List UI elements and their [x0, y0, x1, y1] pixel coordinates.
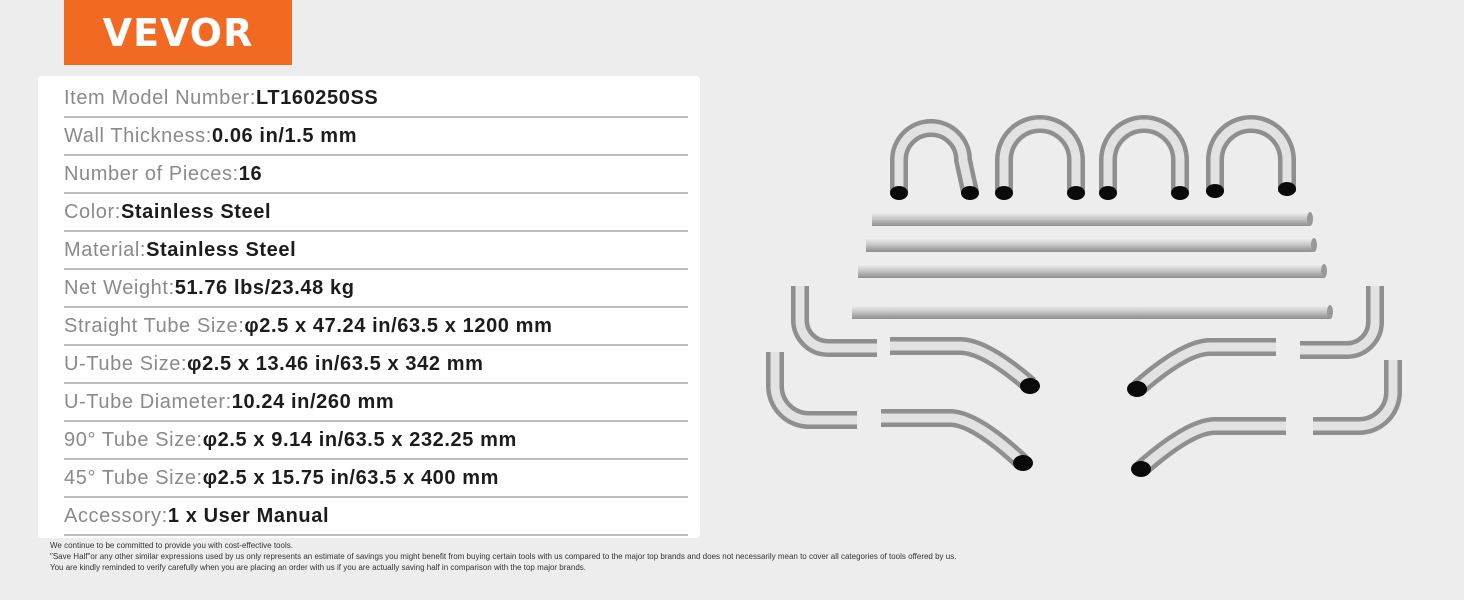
spec-value: Stainless Steel	[146, 238, 297, 261]
spec-value: 0.06 in/1.5 mm	[211, 124, 358, 147]
u-tube-3	[1099, 124, 1189, 200]
exhaust-pipe-kit-image	[740, 100, 1440, 520]
spec-row-pieces	[64, 156, 688, 194]
straight-tube-4	[852, 305, 1333, 319]
straight-tube-1	[872, 212, 1313, 226]
spec-row-color	[64, 194, 688, 232]
elbow-90-left-bottom	[775, 352, 857, 420]
spec-value: 1 x User Manual	[167, 504, 330, 527]
spec-label: Accessory:	[64, 504, 168, 527]
spec-row-45-tube	[64, 460, 688, 498]
disclaimer-line: You are kindly reminded to verify carefully when you are placing an order with us if you are actually saving half in comparison with the top major brands.	[50, 563, 586, 572]
u-tube-2	[995, 124, 1085, 200]
vevor-logo: VEVOR	[64, 0, 292, 65]
spec-label: Color:	[64, 200, 121, 223]
tube-45-right-top	[1127, 347, 1276, 397]
spec-row-straight-tube	[64, 308, 688, 346]
spec-value: 16	[238, 162, 263, 185]
spec-label: Straight Tube Size:	[64, 314, 245, 337]
spec-label: Wall Thickness:	[64, 124, 212, 147]
spec-row-u-tube-diameter	[64, 384, 688, 422]
tube-45-left-top	[890, 346, 1040, 394]
spec-row-accessory	[64, 498, 688, 536]
straight-tube-3	[858, 264, 1327, 278]
tube-45-right-bottom	[1131, 426, 1286, 477]
spec-value: φ2.5 x 13.46 in/63.5 x 342 mm	[187, 352, 484, 375]
spec-value: φ2.5 x 47.24 in/63.5 x 1200 mm	[244, 314, 553, 337]
spec-value: Stainless Steel	[120, 200, 272, 223]
spec-row-wall-thickness	[64, 118, 688, 156]
spec-label: U-Tube Size:	[64, 352, 188, 375]
u-tube-1	[890, 128, 979, 200]
spec-row-u-tube-size	[64, 346, 688, 384]
spec-value: φ2.5 x 9.14 in/63.5 x 232.25 mm	[202, 428, 517, 451]
spec-value: 51.76 lbs/23.48 kg	[174, 276, 355, 299]
spec-label: Material:	[64, 238, 147, 261]
spec-label: U-Tube Diameter:	[64, 390, 232, 413]
spec-label: 90° Tube Size:	[64, 428, 203, 451]
elbow-90-right-bottom	[1313, 360, 1393, 426]
spec-label: Number of Pieces:	[64, 162, 239, 185]
disclaimer	[50, 540, 956, 573]
spec-label: Item Model Number:	[64, 86, 256, 109]
spec-panel	[38, 76, 700, 538]
disclaimer-line: We continue to be committed to provide you with cost-effective tools.	[50, 541, 293, 550]
spec-row-material	[64, 232, 688, 270]
straight-tube-2	[866, 238, 1317, 252]
spec-row-model	[64, 80, 688, 118]
disclaimer-line: "Save Half"or any other similar expressions used by us only represents an estimate of savings you might benefit from buying certain tools with us compared to the major top brands and does not necessarily mean to cover all categories of tools offered by us.	[50, 552, 957, 561]
spec-row-net-weight	[64, 270, 688, 308]
spec-value: 10.24 in/260 mm	[231, 390, 395, 413]
spec-row-90-tube	[64, 422, 688, 460]
tube-45-left-bottom	[881, 418, 1033, 471]
spec-value: φ2.5 x 15.75 in/63.5 x 400 mm	[202, 466, 500, 489]
spec-value: LT160250SS	[255, 86, 379, 109]
spec-label: 45° Tube Size:	[64, 466, 203, 489]
u-tube-4	[1206, 124, 1296, 198]
spec-label: Net Weight:	[64, 276, 175, 299]
